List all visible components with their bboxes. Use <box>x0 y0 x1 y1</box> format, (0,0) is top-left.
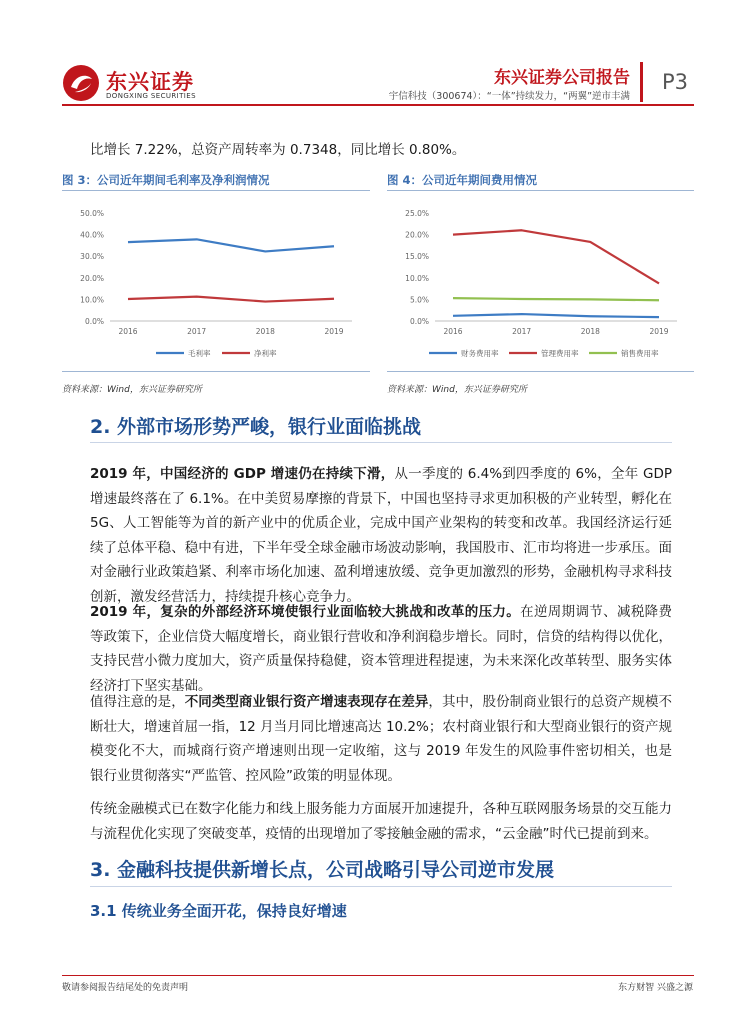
figure3-box <box>62 190 370 372</box>
y-tick-label: 10.0% <box>405 273 429 283</box>
figure4-chart <box>387 191 694 371</box>
y-tick-label: 0.0% <box>84 317 104 326</box>
section2-paragraph-3 <box>90 690 672 788</box>
logo-english: DONGXING SECURITIES <box>106 92 196 100</box>
figure3-source: 资料来源：Wind，东兴证券研究所 <box>62 385 202 395</box>
p3-lead: 不同类型商业银行资产增速表现存在差异 <box>184 694 429 710</box>
intro-line: 比增长 7.22%，总资产周转率为 0.7348，同比增长 0.80%。 <box>90 142 466 158</box>
y-tick-label: 50.0% <box>80 209 104 218</box>
p3-intro: 值得注意的是， <box>90 694 185 710</box>
footer-disclaimer: 敬请参阅报告结尾处的免责声明 <box>62 983 189 993</box>
logo-text: 东兴证券 <box>106 70 194 94</box>
figure3-title: 图 3：公司近年期间毛利率及净利润情况 <box>62 173 270 187</box>
figure4-source: 资料来源：Wind，东兴证券研究所 <box>387 385 527 395</box>
x-tick-label: 2016 <box>118 327 138 336</box>
section3-heading: 3. 金融科技提供新增长点，公司战略引导公司逆市发展 <box>90 859 555 881</box>
figure4-title: 图 4：公司近年期间费用情况 <box>387 173 538 187</box>
x-tick-label: 2019 <box>649 327 669 336</box>
report-title: 东兴证券公司报告 <box>494 68 630 88</box>
section2-paragraph-4: 传统金融模式已在数字化能力和线上服务能力方面展开加速提升，各种互联网服务场景的交互能力与流程优化实现了突破变革，疫情的出现增加了零接触金融的需求，“云金融”时代已提前到来。 <box>90 801 672 842</box>
page-number: P3 <box>662 70 689 94</box>
y-tick-label: 15.0% <box>405 252 429 262</box>
legend-label: 管理费用率 <box>541 349 579 358</box>
series-line <box>128 239 334 251</box>
x-tick-label: 2018 <box>255 327 275 336</box>
p1-lead: 2019 年，中国经济的 GDP 增速仍在持续下滑， <box>90 466 395 482</box>
section2-paragraph-1 <box>90 462 672 609</box>
section2-rule <box>90 442 672 443</box>
logo-mark <box>63 65 99 101</box>
header-rule <box>62 104 694 106</box>
x-tick-label: 2017 <box>187 327 207 336</box>
figure3-chart <box>62 191 370 371</box>
y-tick-label: 20.0% <box>80 273 104 283</box>
p3-body: ，其中，股份制商业银行的总资产规模不断壮大，增速首屈一指，12 月当月同比增速高达 10.2%；农村商业银行和大型商业银行的资产规模变化不大，而城商行资产增速则出现一定收缩，这与 2019 年发生的风险事件密切相关，也是银行业贯彻落实“严监管、控风险”政策的明显体现。 <box>90 694 673 784</box>
y-tick-label: 10.0% <box>80 295 104 305</box>
figure4-box <box>387 190 694 372</box>
legend-label: 毛利率 <box>188 349 211 358</box>
x-tick-label: 2016 <box>443 327 463 336</box>
series-line <box>453 314 659 317</box>
y-tick-label: 20.0% <box>405 230 429 240</box>
logo-swirl-icon <box>63 65 99 101</box>
y-tick-label: 40.0% <box>80 230 104 240</box>
y-tick-label: 30.0% <box>80 252 104 262</box>
series-line <box>128 297 334 302</box>
legend-label: 净利率 <box>254 349 277 358</box>
y-tick-label: 0.0% <box>409 317 429 326</box>
series-line <box>453 230 659 283</box>
section3-rule <box>90 886 672 887</box>
y-tick-label: 25.0% <box>405 209 429 218</box>
p1-body: 从一季度的 6.4%到四季度的 6%，全年 GDP 增速最终落在了 6.1%。在中美贸易摩擦的背景下，中国也坚持寻求更加积极的产业转型，孵化在 5G、人工智能等为首的新产业中的优质企业，完成中国产业架构的转变和改革。我国经济运行延续了总体平稳、稳中有进，下半年受全球金融市场波动影响，我国股市、汇市均将进一步承压。面对金融行业政策趋紧、利率市场化加速、盈利增速放缓、竞争更加激烈的形势，金融机构寻求科技创新，激发经营活力，持续提升核心竞争力。 <box>90 466 672 605</box>
section3-1-heading: 3.1 传统业务全面开花，保持良好增速 <box>90 902 347 920</box>
p2-body: 在逆周期调节、减税降费等政策下，企业信贷大幅度增长，商业银行营收和净利润稳步增长。同时，信贷的结构得以优化，支持民营小微力度加大，资产质量保持稳健，资本管理进程提速，为未来深化改革转型、服务实体经济打下坚实基础。 <box>90 604 672 694</box>
x-tick-label: 2017 <box>512 327 532 336</box>
section2-paragraph-2 <box>90 600 672 698</box>
legend-label: 销售费用率 <box>621 349 659 358</box>
footer-slogan: 东方财智 兴盛之源 <box>618 983 693 993</box>
section2-heading: 2. 外部市场形势严峻，银行业面临挑战 <box>90 416 422 438</box>
x-tick-label: 2019 <box>324 327 344 336</box>
report-subtitle: 宇信科技（300674）：“一体”持续发力，“两翼”逆市丰满 <box>388 91 630 102</box>
legend-label: 财务费用率 <box>461 349 499 358</box>
header-divider <box>640 62 643 102</box>
x-tick-label: 2018 <box>580 327 600 336</box>
footer-rule <box>62 975 694 976</box>
y-tick-label: 5.0% <box>409 295 429 305</box>
p2-lead: 2019 年，复杂的外部经济环境使银行业面临较大挑战和改革的压力。 <box>90 604 521 620</box>
series-line <box>453 298 659 300</box>
